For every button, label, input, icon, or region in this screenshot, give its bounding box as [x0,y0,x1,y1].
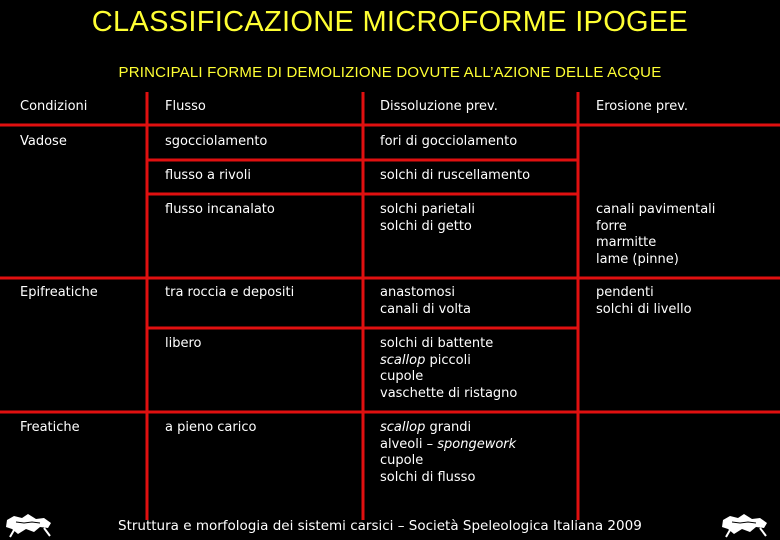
dissolution-item [380,420,516,437]
dissolution-item-text: piccoli [429,352,471,368]
erosion-item: forre [596,218,627,234]
dissolution-item: solchi di ruscellamento [380,168,531,183]
cave-survey-logo-left-icon [4,510,56,540]
condition-epifreatiche: Epifreatiche [20,285,98,300]
column-header-condizioni: Condizioni [20,99,88,114]
italic-term: spongework [437,436,517,452]
dissolution-item-text: alveoli – [380,436,434,452]
footer-credit: Struttura e morfologia dei sistemi carsici – Società Speleologica Italiana 2009 [118,518,642,534]
dissolution-item: anastomosi [380,285,455,300]
dissolution-item: vaschette di ristagno [380,386,518,402]
page-title: CLASSIFICAZIONE MICROFORME IPOGEE [91,6,689,38]
erosion-item: pendenti [596,285,654,300]
flow-cell: flusso a rivoli [165,168,251,183]
page-subtitle: PRINCIPALI FORME DI DEMOLIZIONE DOVUTE ALL’AZIONE DELLE ACQUE [118,64,662,81]
dissolution-item: solchi di battente [380,336,494,351]
erosion-item: marmitte [596,235,657,251]
dissolution-cell [380,134,517,151]
dissolution-cell [380,168,530,185]
dissolution-item [380,437,516,454]
erosion-item: solchi di livello [596,301,692,317]
erosion-item: canali pavimentali [596,202,716,217]
dissolution-item: solchi di flusso [380,470,476,486]
dissolution-cell [380,202,475,235]
dissolution-item-text: grandi [429,420,472,435]
dissolution-cell [380,285,471,318]
erosion-item: lame (pinne) [596,252,679,268]
condition-freatiche: Freatiche [20,420,80,435]
dissolution-item [380,353,517,370]
column-header-dissoluzione: Dissoluzione prev. [380,99,498,114]
erosion-cell [596,285,692,318]
dissolution-cell [380,420,516,487]
italic-term: scallop [380,352,426,368]
dissolution-item: solchi parietali [380,202,475,217]
dissolution-item: cupole [380,369,424,385]
column-header-flusso: Flusso [165,99,206,114]
dissolution-cell [380,336,517,403]
italic-term: scallop [380,420,426,435]
dissolution-item: cupole [380,453,424,469]
cave-survey-logo-right-icon [720,510,772,540]
dissolution-item: canali di volta [380,301,471,317]
flow-cell: tra roccia e depositi [165,285,295,300]
erosion-cell [596,202,715,269]
flow-cell: flusso incanalato [165,202,275,217]
column-header-erosione: Erosione prev. [596,99,689,114]
flow-cell: libero [165,336,202,351]
dissolution-item: fori di gocciolamento [380,134,518,149]
condition-vadose: Vadose [20,134,67,149]
flow-cell: a pieno carico [165,420,257,435]
flow-cell: sgocciolamento [165,134,268,149]
dissolution-item: solchi di getto [380,218,472,234]
